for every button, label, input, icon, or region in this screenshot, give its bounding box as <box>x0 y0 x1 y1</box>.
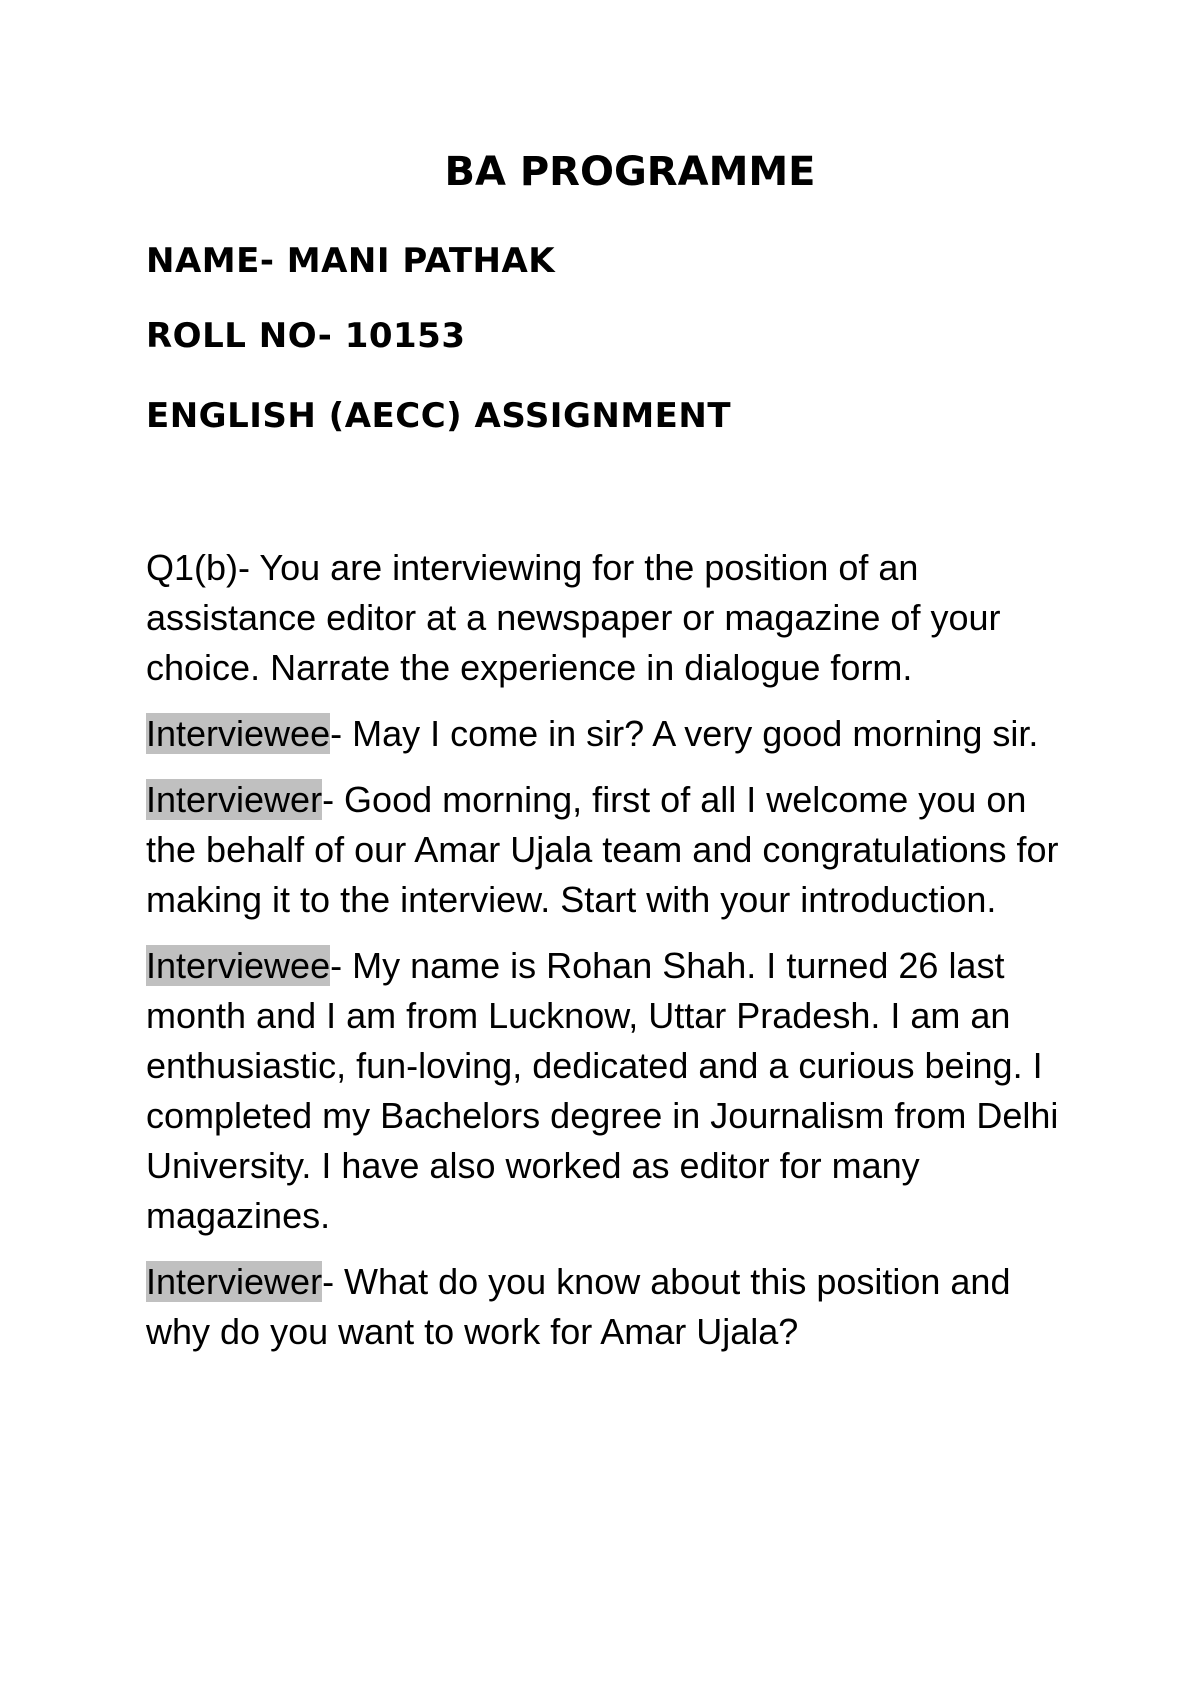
student-name: NAME- MANI PATHAK <box>146 241 556 281</box>
dialogue-text: - May I come in sir? A very good morning sir. <box>330 713 1039 754</box>
speaker-label: Interviewee <box>146 945 331 986</box>
speaker-label: Interviewee <box>146 713 331 754</box>
speaker-label: Interviewer <box>146 779 323 820</box>
dialogue-text: - Good morning, first of all I welcome you on the behalf of our Amar Ujala team and congratulations for making it to the interview. Start with your introduction. <box>146 779 1059 920</box>
dialogue-line <box>146 1257 1076 1357</box>
dialogue-line <box>146 709 1076 759</box>
dialogue-text: - My name is Rohan Shah. I turned 26 last month and I am from Lucknow, Uttar Pradesh. I am an enthusiastic, fun-loving, dedicated and a curious being. I completed my Bachelors degree in Journalism from Delhi University. I have also worked as editor for many magazines. <box>146 945 1059 1236</box>
assignment-body <box>146 543 1076 1373</box>
assignment-subject: ENGLISH (AECC) ASSIGNMENT <box>146 396 732 436</box>
speaker-label: Interviewer <box>146 1261 323 1302</box>
document-title: BA PROGRAMME <box>444 149 816 195</box>
dialogue-line <box>146 775 1076 925</box>
dialogue-line <box>146 941 1076 1241</box>
question-text: Q1(b)- You are interviewing for the position of an assistance editor at a newspaper or magazine of your choice. Narrate the experience in dialogue form. <box>146 547 1001 688</box>
roll-number: ROLL NO- 10153 <box>146 316 466 356</box>
dialogue-text: - What do you know about this position and why do you want to work for Amar Ujala? <box>146 1261 1011 1352</box>
